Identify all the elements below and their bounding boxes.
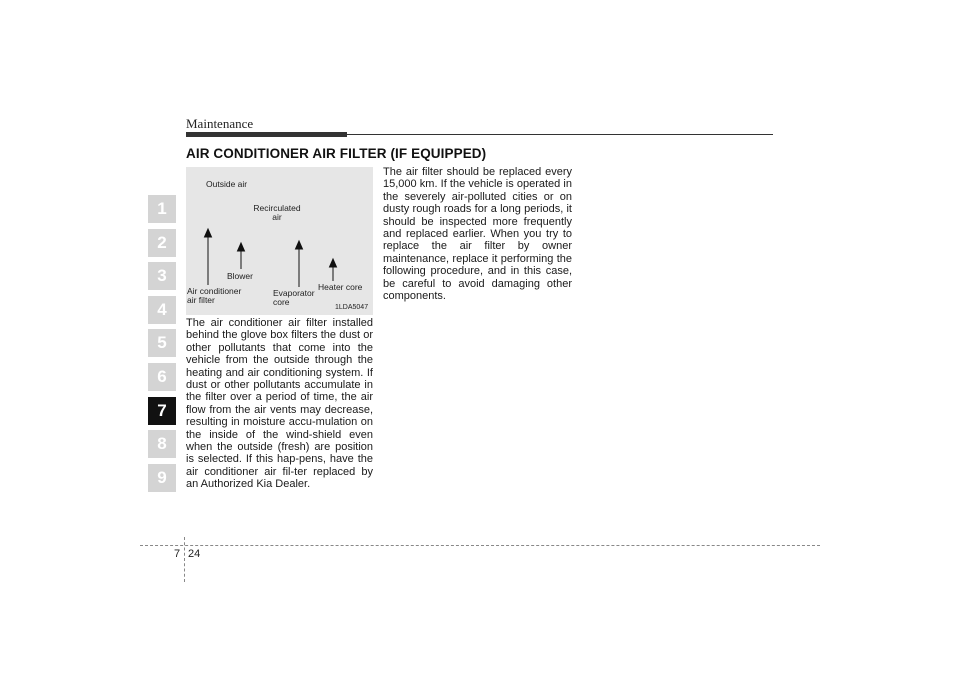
- replacement-interval-paragraph: The air filter should be replaced every 15,000 km. If the vehicle is operated in the severely air-polluted cities or on dusty rough roads for a long periods, it should be inspected more frequently and replaced earlier. When you try to replace the air filter by owner maintenance, replace it performing the following procedure, and in this case, be careful to avoid damaging other components.: [383, 166, 572, 303]
- chapter-tab-8[interactable]: 8: [148, 430, 176, 458]
- page-title: AIR CONDITIONER AIR FILTER (IF EQUIPPED): [186, 146, 487, 161]
- blower-label: Blower: [227, 271, 253, 281]
- footer-vertical-divider: [184, 537, 185, 582]
- filter-arrowhead: [205, 229, 212, 237]
- chapter-tab-7[interactable]: 7: [148, 397, 176, 425]
- chapter-tab-3[interactable]: 3: [148, 262, 176, 290]
- outside-air-label: Outside air: [206, 179, 248, 189]
- evaporator-label: Evaporator core: [273, 288, 315, 307]
- page-chapter-number: 7: [174, 548, 181, 560]
- chapter-tab-1[interactable]: 1: [148, 195, 176, 223]
- recirculated-air-label: Recirculated air: [253, 203, 301, 222]
- header-divider: [186, 134, 773, 135]
- chapter-tabs: [148, 195, 176, 497]
- air-filter-label: Air conditioner air filter: [187, 286, 242, 305]
- evaporator-arrowhead: [296, 241, 303, 249]
- footer-divider: [140, 545, 820, 546]
- chapter-tab-5[interactable]: 5: [148, 329, 176, 357]
- figure-code: 1LDA5047: [335, 304, 369, 311]
- chapter-tab-6[interactable]: 6: [148, 363, 176, 391]
- section-label: Maintenance: [186, 116, 254, 131]
- heater-arrowhead: [330, 259, 337, 267]
- heater-core-label: Heater core: [318, 282, 363, 292]
- filter-description-paragraph: The air conditioner air filter installed behind the glove box filters the dust or other pollutants that come into the vehicle from the outside through the heating and air conditioning system. If dust or other pollutants accumulate in the filter over a period of time, the air flow from the air vents may decrease, resulting in moisture accu-mulation on the inside of the wind-shield even when the outside (fresh) are position is selected. If this hap-pens, have the air conditioner air fil-ter replaced by an Authorized Kia Dealer.: [186, 317, 373, 491]
- blower-arrowhead: [238, 243, 245, 251]
- page-number: 24: [188, 548, 201, 560]
- air-filter-diagram: [186, 167, 373, 315]
- chapter-tab-2[interactable]: 2: [148, 229, 176, 257]
- chapter-tab-4[interactable]: 4: [148, 296, 176, 324]
- chapter-tab-9[interactable]: 9: [148, 464, 176, 492]
